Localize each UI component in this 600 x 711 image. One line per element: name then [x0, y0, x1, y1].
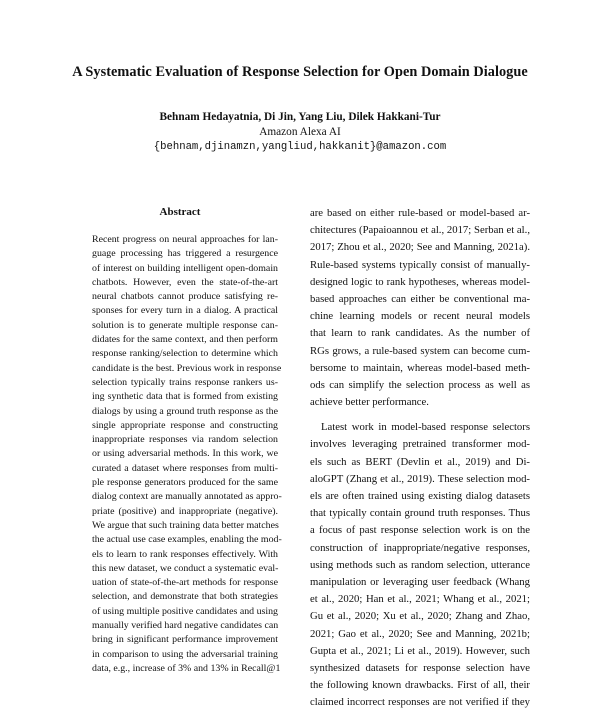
body-line: 2021; Gao et al., 2020; See and Manning, 2021b; [310, 627, 530, 640]
abstract-line: bring in significant performance improvement [92, 634, 278, 646]
paper-title: A Systematic Evaluation of Response Selection for Open Domain Dialogue [72, 64, 528, 80]
body-line: Gu et al., 2020; Xu et al., 2020; Zhang and Zhao, [310, 610, 530, 623]
body-line: claimed incorrect responses are not verified if they [310, 696, 530, 709]
body-line: Rule-based systems typically consist of manually- [310, 258, 530, 271]
body-line: that typically contain ground truth responses. Thus [310, 507, 530, 520]
body-line: els are often trained using existing dialog datasets [310, 490, 530, 502]
abstract-line: curated a dataset where responses from multi- [92, 462, 278, 474]
abstract-line: response ranking/selection to determine which [92, 348, 278, 360]
body-line: chine learning models or recent neural models [310, 310, 530, 323]
abstract-body [92, 233, 282, 676]
author-emails: {behnam,djinamzn,yangliud,hakkanit}@amazon.com [153, 141, 447, 153]
abstract-line: uation of state-of-the-art methods for response [92, 577, 278, 589]
body-line: a focus of past response selection work is on the [310, 524, 530, 537]
body-line: 2017; Zhou et al., 2020; See and Manning, 2021a). [310, 241, 530, 254]
abstract-line: didates for the same context, and then perform [92, 334, 278, 346]
body-line: achieve better performance. [310, 396, 429, 409]
affiliation: Amazon Alexa AI [259, 126, 341, 138]
body-line: the following known drawbacks. First of all, their [310, 679, 530, 692]
body-line: construction of inappropriate/negative responses, [310, 541, 530, 554]
body-line: ods can simplify the selection process as well as [310, 378, 530, 391]
body-line: designed logic to rank hypotheses, whereas model- [310, 275, 530, 288]
abstract-line: single appropriate response and constructing [92, 419, 278, 431]
abstract-line: sponses for every turn in a dialog. A practical [92, 305, 278, 317]
body-line: RGs grows, a rule-based system can become cum- [310, 344, 530, 357]
abstract-line: priate (positive) and inappropriate (negative). [92, 505, 278, 517]
abstract-line: this new dataset, we conduct a systematic eval- [92, 562, 279, 574]
abstract-line: manually verified hard negative candidates can [92, 620, 279, 632]
abstract-line: selection, and demonstrate that both strategies [92, 591, 278, 603]
abstract-line: Recent progress on neural approaches for lan- [92, 234, 278, 245]
body-line: Gupta et al., 2021; Li et al., 2019). However, such [310, 644, 530, 657]
body-line: els such as BERT (Devlin et al., 2019) and Di- [310, 455, 530, 468]
abstract-line: ple response generators produced for the same [92, 477, 278, 489]
body-line: based approaches can either be conventional ma- [310, 292, 530, 305]
abstract-line: inappropriate responses via random selection [92, 434, 278, 446]
abstract-line: chatbots. However, even the state-of-the-art [92, 276, 278, 288]
abstract-line: in comparison to using the adversarial training [92, 648, 278, 660]
abstract-line: guage processing has triggered a resurgence [92, 248, 278, 260]
body-line: chitectures (Papaioannou et al., 2017; Serban et al., [310, 224, 530, 237]
abstract-line: of using multiple positive candidates and using [92, 605, 278, 617]
abstract-line: neural chatbots cannot produce satisfying re- [92, 291, 278, 303]
author-list: Behnam Hedayatnia, Di Jin, Yang Liu, Dilek Hakkani-Tur [159, 111, 441, 123]
body-line: are based on either rule-based or model-based ar- [310, 207, 530, 219]
abstract-line: candidate is the best. Previous work in response [92, 362, 282, 374]
abstract-line: dialog context are manually annotated as appro- [92, 491, 282, 503]
body-line: et al., 2020; Han et al., 2021; Whang et al., 2021; [310, 593, 530, 606]
abstract-line: els to learn to rank responses effectively. With [92, 548, 278, 560]
abstract-line: the actual use case examples, enabling the mod- [92, 534, 282, 546]
body-line: manipulation or leveraging user feedback (Whang [310, 575, 530, 588]
paragraph-gap [310, 411, 530, 419]
body-line: synthesized datasets for response selection have [310, 661, 530, 674]
abstract-line: data, e.g., increase of 3% and 13% in Recall@1 [92, 662, 281, 674]
body-line: that learn to rank candidates. As the number of [310, 327, 530, 340]
abstract-heading: Abstract [159, 206, 201, 218]
intro-body-column [310, 205, 530, 711]
abstract-line: selection typically trains response rankers us- [92, 376, 278, 388]
abstract-line: or using adversarial methods. In this work, we [92, 448, 278, 460]
body-line: aloGPT (Zhang et al., 2019). These selection mod- [310, 472, 530, 485]
body-line: using methods such as random selection, utterance [310, 558, 530, 571]
abstract-line: dialogs by using a ground truth response as the [92, 405, 278, 417]
body-line: Latest work in model-based response selectors [321, 421, 530, 434]
abstract-line: of interest on building intelligent open-domain [92, 262, 278, 274]
body-line: involves leveraging pretrained transformer mod- [310, 438, 530, 451]
body-line: bersome to maintain, whereas model-based meth- [310, 361, 530, 374]
abstract-line: We argue that such training data better matches [92, 519, 279, 531]
abstract-line: solution is to generate multiple response can- [92, 319, 278, 331]
abstract-line: ing synthetic data that is formed from existing [92, 391, 278, 403]
